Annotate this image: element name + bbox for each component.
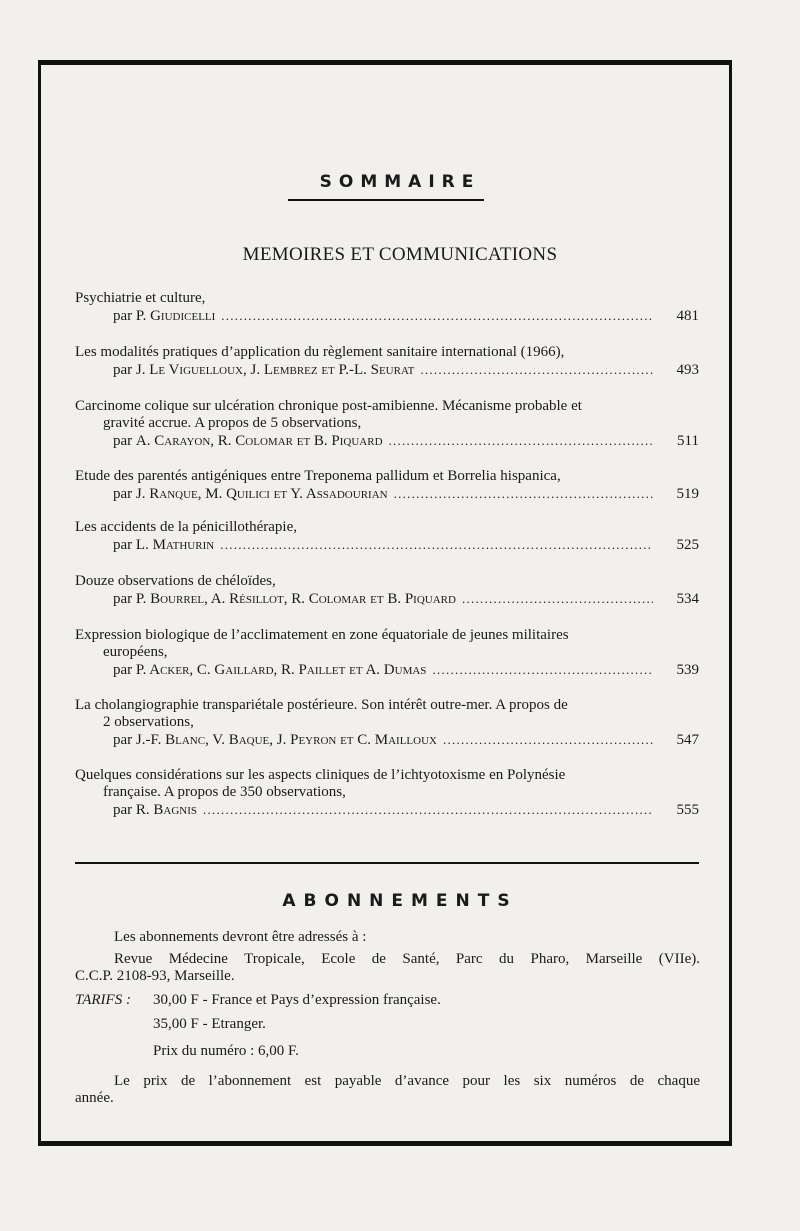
page-number: 525 [676,537,699,553]
page-number: 493 [676,362,699,378]
by-prefix: par [113,591,133,607]
entry-title: 2 observations, [103,714,194,730]
dot-leader [394,485,653,502]
section-divider [75,862,699,864]
entry-title: Psychiatrie et culture, [75,290,206,306]
by-prefix: par [113,662,133,678]
page-number: 534 [676,591,699,607]
page-number: 511 [677,433,699,449]
author-names: P. Acker, C. Gaillard, R. Paillet et A. Dumas [135,662,427,678]
author-names: A. Carayon, R. Colomar et B. Piquard [135,433,383,449]
entry-title: Les modalités pratiques d’application du règlement sanitaire international (1966), [75,344,565,360]
entry-byline [75,536,699,554]
by-prefix: par [113,308,133,324]
entry-byline [75,432,699,450]
entry-byline [75,801,699,819]
entry-byline [75,307,699,325]
entry-title: Carcinome colique sur ulcération chronique post-amibienne. Mécanisme probable et [75,398,582,414]
page-number: 519 [676,486,699,502]
toc-entry [75,697,699,749]
author-names: R. Bagnis [135,802,198,818]
by-prefix: par [113,433,133,449]
entry-title: La cholangiographie transpariétale postérieure. Son intérêt outre-mer. A propos de [75,697,568,713]
entry-authors [113,591,456,608]
author-names: J. Le Viguelloux, J. Lembrez et P.-L. Seurat [135,362,415,378]
author-names: L. Mathurin [135,537,215,553]
dot-leader [221,307,653,324]
abonnements-heading: ABONNEMENTS [282,891,518,911]
by-prefix: par [113,732,133,748]
entry-authors [113,433,383,450]
dot-leader [432,661,653,678]
dot-leader [420,361,653,378]
payment-line-1: Le prix de l’abonnement est payable d’avance pour les six numéros de chaque [114,1073,700,1089]
author-names: J. Ranque, M. Quilici et Y. Assadourian [135,486,388,502]
entry-byline [75,661,699,679]
entry-authors [113,802,197,819]
by-prefix: par [113,486,133,502]
toc-entry [75,344,699,379]
toc-entry [75,290,699,325]
entry-title: Les accidents de la pénicillothérapie, [75,519,297,535]
entry-title: Etude des parentés antigéniques entre Treponema pallidum et Borrelia hispanica, [75,468,561,484]
toc-entry [75,627,699,679]
entry-authors [113,662,426,679]
author-names: P. Bourrel, A. Résillot, R. Colomar et B. Piquard [135,591,456,607]
by-prefix: par [113,537,133,553]
author-names: J.-F. Blanc, V. Baque, J. Peyron et C. Mailloux [135,732,437,748]
toc-entry [75,767,699,819]
entry-authors [113,362,414,379]
entry-byline [75,485,699,503]
dot-leader [389,432,653,449]
tarif-france: 30,00 F - France et Pays d’expression française. [153,992,441,1008]
tarifs-label: TARIFS : [75,992,131,1008]
entry-byline [75,590,699,608]
page-number: 547 [676,732,699,748]
dot-leader [220,536,653,553]
sommaire-heading: SOMMAIRE [319,172,481,192]
entry-byline [75,361,699,379]
toc-entry [75,519,699,554]
dot-leader [443,731,653,748]
address-line-2: C.C.P. 2108-93, Marseille. [75,968,235,984]
author-names: P. Giudicelli [135,308,216,324]
toc-entry [75,398,699,450]
dot-leader [462,590,653,607]
address-line-1: Revue Médecine Tropicale, Ecole de Santé, Parc du Pharo, Marseille (VIIe). [114,951,700,967]
page-number: 481 [676,308,699,324]
entry-title: Douze observations de chéloïdes, [75,573,276,589]
page-number: 539 [676,662,699,678]
entry-title: gravité accrue. A propos de 5 observations, [103,415,362,431]
section-title: MEMOIRES ET COMMUNICATIONS [242,244,558,265]
dot-leader [203,801,653,818]
by-prefix: par [113,802,133,818]
page-number: 555 [676,802,699,818]
entry-authors [113,732,437,749]
heading-underline [288,199,484,201]
entry-authors [113,308,215,325]
entry-title: européens, [103,644,168,660]
entry-title: Quelques considérations sur les aspects cliniques de l’ichtyotoxisme en Polynésie [75,767,566,783]
abonnements-intro: Les abonnements devront être adressés à : [114,929,367,945]
prix-numero: Prix du numéro : 6,00 F. [153,1043,299,1059]
toc-entry [75,573,699,608]
entry-authors [113,486,388,503]
entry-title: française. A propos de 350 observations, [103,784,346,800]
entry-title: Expression biologique de l’acclimatement en zone équatoriale de jeunes militaires [75,627,569,643]
toc-entry [75,468,699,503]
tarif-etranger: 35,00 F - Etranger. [153,1016,266,1032]
entry-authors [113,537,214,554]
by-prefix: par [113,362,133,378]
entry-byline [75,731,699,749]
payment-line-2: année. [75,1090,114,1106]
